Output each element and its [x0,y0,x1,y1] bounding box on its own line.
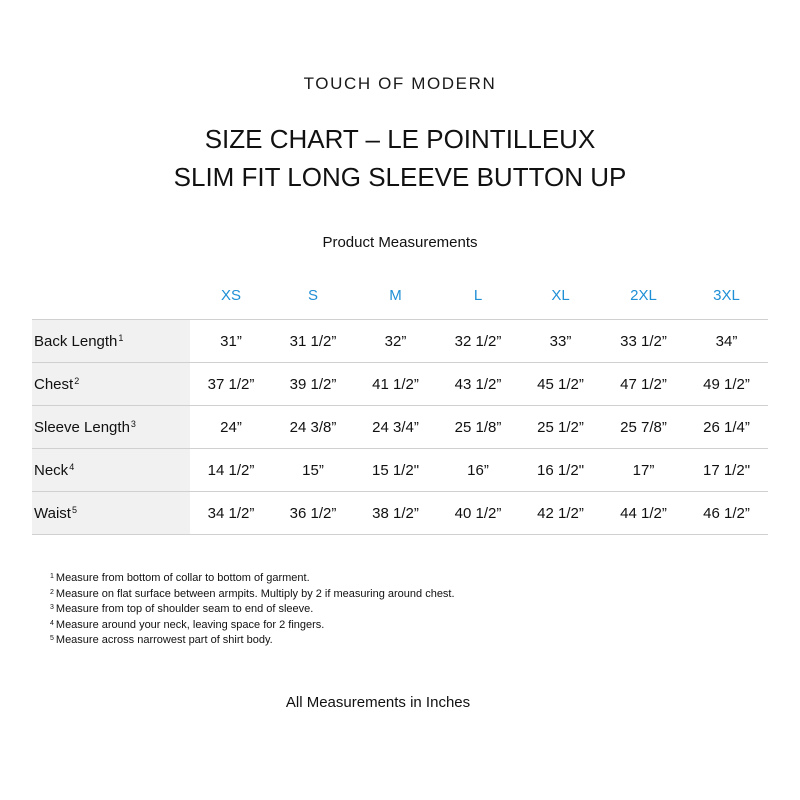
table-cell: 43 1/2” [437,363,519,406]
footnote-number: 3 [50,604,54,611]
table-cell: 42 1/2” [519,492,602,535]
table-row [32,363,768,406]
table-cell: 39 1/2” [272,363,354,406]
footnote-number: 5 [50,635,54,642]
header-corner [32,272,190,320]
table-cell: 34” [685,320,768,363]
table-cell: 40 1/2” [437,492,519,535]
size-header: XS [220,287,241,304]
size-header: L [473,287,483,304]
table-cell: 44 1/2” [602,492,685,535]
table-row [32,492,768,535]
table-row [32,406,768,449]
table-cell: 32” [354,320,437,363]
table-cell: 17 1/2" [685,449,768,492]
table-cell: 26 1/4” [685,406,768,449]
table-cell: 41 1/2” [354,363,437,406]
row-label [32,492,190,535]
table-cell: 25 1/2” [519,406,602,449]
footnote-marker: 3 [130,418,136,429]
footnote-marker: 1 [118,332,124,343]
size-header: 2XL [630,287,657,304]
table-cell: 25 7/8” [602,406,685,449]
table-cell: 17” [602,449,685,492]
footnote-number: 1 [50,573,54,580]
footnote-marker: 2 [74,375,80,386]
footnote-marker: 5 [71,504,77,515]
table-cell: 24 3/4” [354,406,437,449]
row-label-text: Sleeve Length [34,418,130,436]
footnote-number: 2 [50,588,54,596]
row-label-text: Neck [34,461,69,479]
table-cell: 15” [272,449,354,492]
footnote-text: Measure from bottom of collar to bottom of garment. [55,572,310,584]
table-cell: 45 1/2” [519,363,602,406]
title-line-1: SIZE CHART – LE POINTILLEUX [204,124,596,154]
table-cell: 38 1/2” [354,492,437,535]
title-line-2: SLIM FIT LONG SLEEVE BUTTON UP [173,162,627,192]
table-cell: 33” [519,320,602,363]
brand-logo: TOUCH OF MODERN [303,74,497,93]
row-label [32,449,190,492]
row-label [32,363,190,406]
table-row [32,449,768,492]
row-label [32,320,190,363]
footnote-number: 4 [50,619,54,627]
table-cell: 14 1/2” [190,449,272,492]
table-cell: 36 1/2” [272,492,354,535]
footnote-text: Measure from top of shoulder seam to end of sleeve. [55,603,314,615]
page-title [0,120,800,196]
table-cell: 25 1/8” [437,406,519,449]
table-cell: 37 1/2” [190,363,272,406]
table-cell: 31 1/2” [272,320,354,363]
units-footer: All Measurements in Inches [285,694,471,711]
table-cell: 34 1/2” [190,492,272,535]
footnote [50,601,455,617]
footnote [50,617,455,633]
footnote-marker: 4 [69,461,75,472]
size-header: M [389,287,402,304]
footnote-text: Measure on flat surface between armpits. Multiply by 2 if measuring around chest. [55,587,455,600]
size-header: XL [551,287,570,304]
table-cell: 32 1/2” [437,320,519,363]
table-cell: 16 1/2" [519,449,602,492]
table-cell: 46 1/2” [685,492,768,535]
row-label-text: Chest [34,375,74,393]
size-header-row [32,272,768,320]
size-header: S [307,287,318,304]
table-cell: 24 3/8” [272,406,354,449]
footnotes [50,570,455,648]
footnote [50,586,455,602]
footnote-text: Measure around your neck, leaving space for 2 fingers. [55,618,325,631]
size-header: 3XL [713,287,740,304]
footnote [50,632,455,648]
footnote-text: Measure across narrowest part of shirt body. [55,634,273,646]
table-row [32,320,768,363]
table-cell: 33 1/2” [602,320,685,363]
table-cell: 24” [190,406,272,449]
table-subtitle: Product Measurements [322,234,478,251]
table-cell: 49 1/2” [685,363,768,406]
row-label-text: Waist [34,504,71,522]
table-cell: 47 1/2” [602,363,685,406]
row-label-text: Back Length [34,332,118,350]
table-cell: 31” [190,320,272,363]
table-cell: 15 1/2" [354,449,437,492]
footnote [50,570,455,586]
size-chart-table [32,272,768,535]
row-label [32,406,190,449]
table-cell: 16” [437,449,519,492]
